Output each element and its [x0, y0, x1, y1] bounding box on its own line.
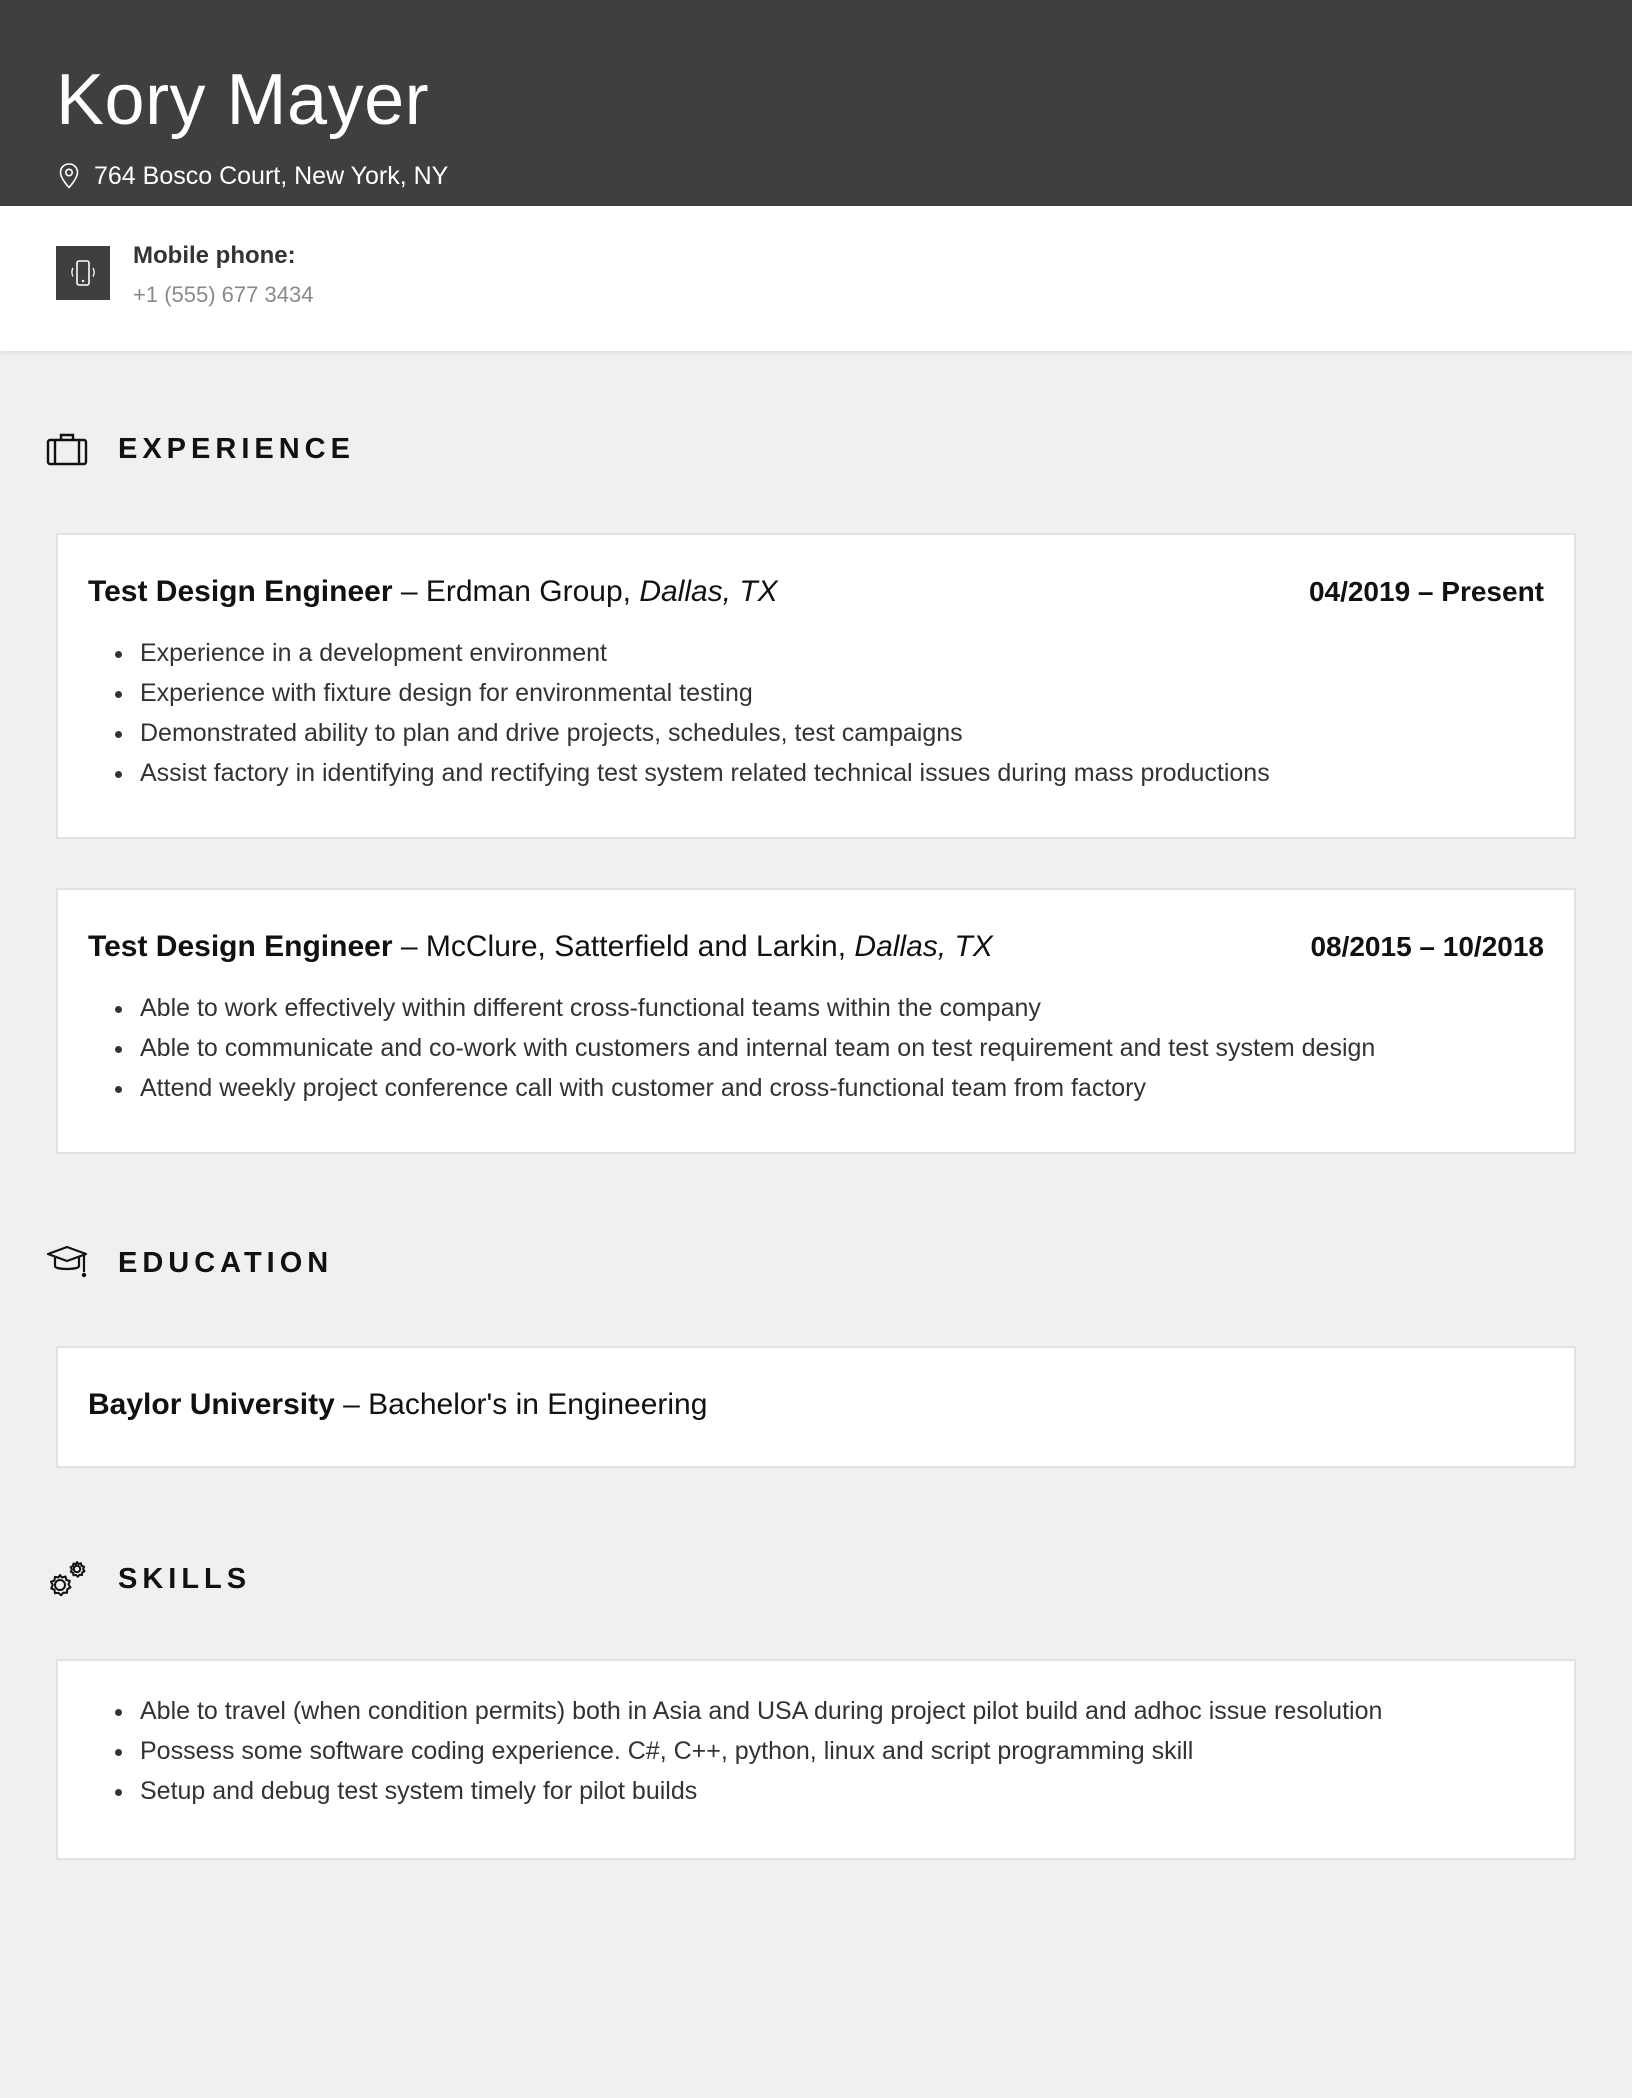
education-heading — [46, 1244, 333, 1282]
address-row — [58, 158, 448, 194]
job-company: Erdman Group, — [425, 575, 640, 608]
address-text: 764 Bosco Court, New York, NY — [94, 161, 449, 190]
section-title: EXPERIENCE — [118, 432, 355, 465]
section-title: EDUCATION — [118, 1246, 334, 1279]
briefcase-icon — [46, 432, 88, 466]
job-dates: 08/2015 – 10/2018 — [1310, 931, 1544, 962]
job-company: McClure, Satterfield and Larkin, — [425, 930, 855, 963]
experience-heading — [46, 432, 355, 466]
skills-list — [136, 1691, 1544, 1811]
education-line — [88, 1388, 707, 1422]
job-title-line — [88, 575, 778, 609]
education-separator: – — [334, 1388, 369, 1421]
list-item: • Able to work effectively within different cross-functional teams within the company — [136, 988, 1544, 1028]
gears-icon — [46, 1558, 88, 1600]
job-header — [88, 930, 1544, 964]
list-item: • Setup and debug test system timely for pilot builds — [136, 1771, 1544, 1811]
candidate-name: Kory Mayer — [56, 60, 430, 140]
graduation-cap-icon — [46, 1244, 88, 1282]
job-title-line — [88, 930, 993, 964]
section-title: SKILLS — [118, 1562, 252, 1595]
list-item: • Attend weekly project conference call with customer and cross-functional team from factory — [136, 1068, 1544, 1108]
list-item: • Able to travel (when condition permits) both in Asia and USA during project pilot build and adhoc issue resolution — [136, 1691, 1544, 1731]
job-role: Test Design Engineer — [88, 575, 393, 608]
job-location: Dallas, TX — [854, 930, 993, 963]
job-role: Test Design Engineer — [88, 930, 393, 963]
list-item: • Possess some software coding experience. C#, C++, python, linux and script programming skill — [136, 1731, 1544, 1771]
list-item: • Able to communicate and co-work with customers and internal team on test requirement and test system design — [136, 1028, 1544, 1068]
job-header — [88, 575, 1544, 609]
skills-card — [56, 1659, 1576, 1860]
phone-label: Mobile phone: — [133, 242, 296, 269]
contact-bar — [0, 206, 1632, 351]
resume-header — [0, 0, 1632, 206]
job-bullets — [136, 633, 1544, 793]
map-pin-icon — [58, 162, 80, 190]
school-name: Baylor University — [88, 1388, 335, 1421]
list-item: • Experience with fixture design for environmental testing — [136, 673, 1544, 713]
job-location: Dallas, TX — [639, 575, 778, 608]
job-dates: 04/2019 – Present — [1308, 576, 1544, 607]
mobile-phone-icon — [56, 246, 110, 300]
phone-number: +1 (555) 677 3434 — [133, 282, 314, 307]
experience-card — [56, 533, 1576, 839]
list-item: • Demonstrated ability to plan and drive projects, schedules, test campaigns — [136, 713, 1544, 753]
skills-heading — [46, 1558, 251, 1600]
degree: Bachelor's in Engineering — [368, 1388, 708, 1421]
job-bullets — [136, 988, 1544, 1108]
job-separator: – — [392, 930, 426, 963]
list-item: • Experience in a development environment — [136, 633, 1544, 673]
experience-card — [56, 888, 1576, 1154]
list-item: • Assist factory in identifying and rectifying test system related technical issues during mass productions — [136, 753, 1544, 793]
job-separator: – — [392, 575, 426, 608]
education-card — [56, 1346, 1576, 1468]
